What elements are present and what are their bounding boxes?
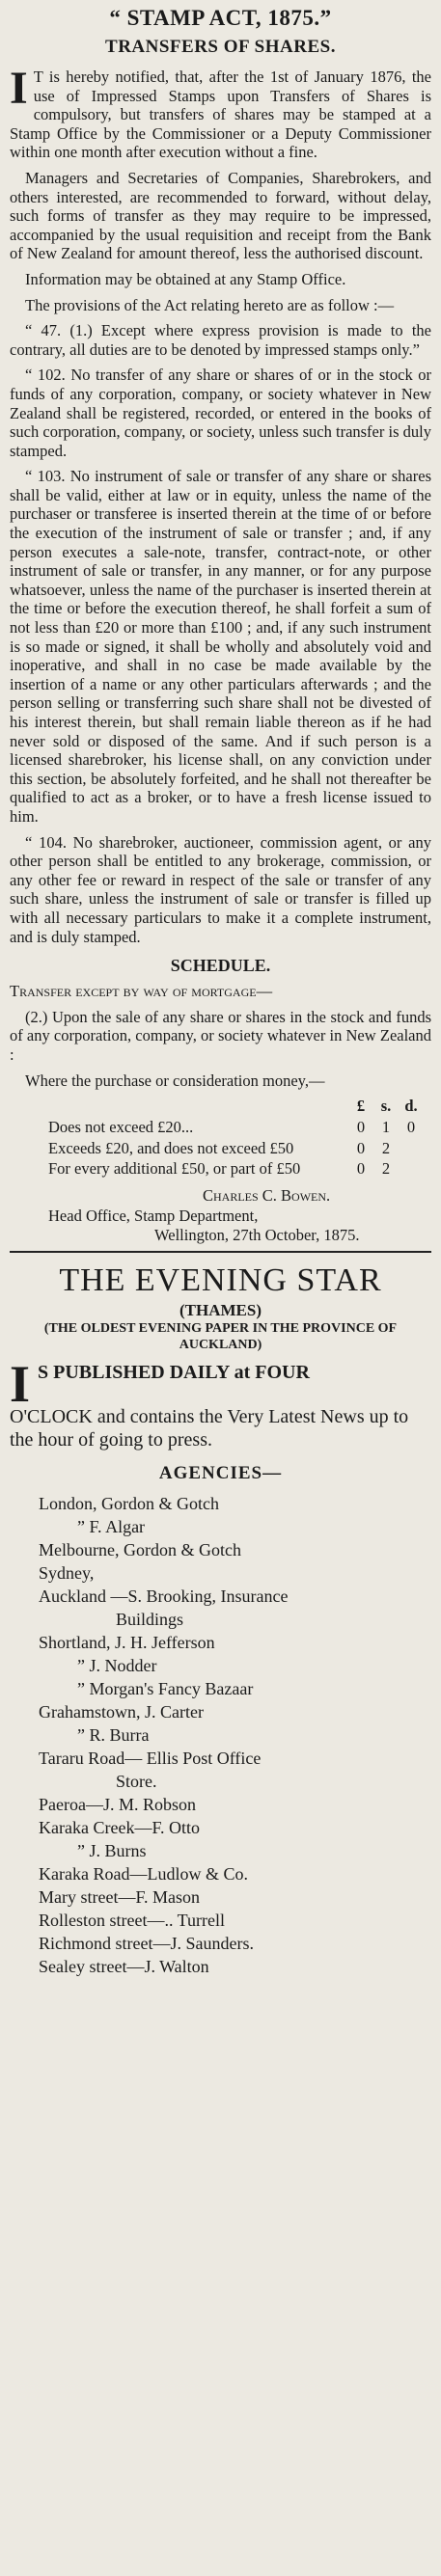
star-title: THE EVENING STAR — [59, 1261, 382, 1298]
agency-line: Rolleston street—.. Turrell — [39, 1910, 225, 1930]
signature-name: Charles C. Bowen. — [203, 1185, 331, 1205]
drop-cap: I — [10, 1354, 31, 1413]
star-thames: (THAMES) — [179, 1300, 262, 1319]
fee-values — [348, 1139, 431, 1158]
agency-line: Auckland —S. Brooking, Insurance — [39, 1586, 289, 1606]
section-104: “ 104. No sharebroker, auctioneer, commission agent, or any other person shall be entitled to any brokerage, commission, or any other fee or reward in respect of the sale or transfer of any such share, unless the instrument of sale or transfer is filled up with all necessary particulars to make it a complete instrument, and is duly stamped. — [10, 832, 431, 946]
section-47: “ 47. (1.) Except where express provision is made to the contrary, all duties are to be denoted by impressed stamps only.” — [10, 321, 431, 359]
fee-shillings: 2 — [381, 1138, 391, 1157]
pounds-header: £ — [356, 1097, 366, 1116]
fee-row — [10, 1118, 431, 1137]
section-102: “ 102. No transfer of any share or shares of or in the stock or funds of any corporation, company, or society whatever in New Zealand shall be registered, recorded, or entered in the books of such corporation, company, or society, unless such transfer is duly stamped. — [10, 366, 431, 460]
fee-label: Does not exceed £20... — [48, 1118, 194, 1137]
agency-line: Paeroa—J. M. Robson — [39, 1794, 196, 1814]
notice-date: Wellington, 27th October, 1875. — [154, 1226, 360, 1245]
schedule-body — [10, 982, 431, 1090]
fee-pence: 0 — [406, 1118, 416, 1137]
fee-row — [10, 1139, 431, 1158]
agency-line: London, Gordon & Gotch — [39, 1493, 219, 1513]
fee-values — [348, 1118, 431, 1137]
fee-label: Exceeds £20, and does not exceed £50 — [48, 1138, 294, 1157]
drop-cap: I — [10, 63, 28, 114]
agencies-title: AGENCIES— — [158, 1462, 283, 1483]
agency-line: ” F. Algar — [77, 1516, 146, 1536]
schedule-line-2: (2.) Upon the sale of any share or shares in the stock and funds of any corporation, company, or society whatever in New Zealand : — [10, 1007, 431, 1064]
agency-line: ” R. Burra — [77, 1724, 150, 1745]
fee-shillings: 2 — [381, 1159, 391, 1179]
section-divider — [10, 1251, 431, 1253]
agency-line: Karaka Road—Ludlow & Co. — [39, 1863, 248, 1884]
notice-paragraph-1 — [10, 63, 431, 162]
section-103: “ 103. No instrument of sale or transfer of any share or shares shall be valid, either at law or in equity, unless the name of the purchaser or transferee is inserted therein at the time of or before the execution of the instrument of sale or transfer ; and, if any person executes a sale-note, transfer, contract-note, or other instrument of sale or transfer, in any manner, or for any purpose whatsoever, unless the name of the purchaser is inserted therein at the time or before the execution thereof, he shall forfeit a sum of not less than £20 or more than £100 ; and, if any such instrument is so made or signed, it shall be wholly and absolutely void and inoperative, and shall in no case be made available by the insertion of a name or any other particulars afterwards ; and the person selling or transferring such share shall not be divested of his interest therein, but shall remain liable thereon as if he had never sold or disposed of the same. And if such person is a licensed sharebroker, his license shall, on any conviction under this section, be absolutely forfeited, and he shall not thereafter be qualified to act as a broker, or to have a fresh license issued to him. — [10, 467, 431, 826]
notice-paragraph-4: The provisions of the Act relating hereto are as follow :— — [25, 295, 395, 314]
signature-office: Head Office, Stamp Department, — [48, 1207, 259, 1226]
agencies-list — [10, 1492, 431, 1978]
notice-subtitle: TRANSFERS OF SHARES. — [105, 37, 336, 57]
agency-line: Sealey street—J. Walton — [39, 1956, 209, 1976]
agency-line: Tararu Road— Ellis Post Office — [39, 1748, 262, 1768]
agency-line: Mary street—F. Mason — [39, 1886, 201, 1907]
agency-line: Shortland, J. H. Jefferson — [39, 1632, 215, 1652]
shillings-header: s. — [380, 1097, 392, 1116]
agency-line: Melbourne, Gordon & Gotch — [39, 1539, 241, 1559]
agency-line: Karaka Creek—F. Otto — [39, 1817, 201, 1837]
fee-label: For every additional £50, or part of £50 — [48, 1159, 301, 1179]
agency-line: Grahamstown, J. Carter — [39, 1701, 204, 1722]
agency-line: ” J. Nodder — [77, 1655, 157, 1675]
fee-pounds: 0 — [356, 1118, 366, 1137]
fee-row — [10, 1159, 431, 1179]
publication-line-2: O'CLOCK and contains the Very Latest News up to the hour of going to press. — [10, 1405, 409, 1451]
publication-line-1: S PUBLISHED DAILY at FOUR — [38, 1361, 310, 1383]
fee-pounds: 0 — [356, 1138, 366, 1157]
agency-line: ” Morgan's Fancy Bazaar — [77, 1678, 254, 1698]
agency-line: Sydney, — [39, 1562, 95, 1583]
star-subtitle: (THE OLDEST EVENING PAPER IN THE PROVINCE OF AUCKLAND) — [43, 1320, 398, 1352]
agency-line: ” J. Burns — [77, 1840, 147, 1860]
pence-header: d. — [404, 1097, 418, 1116]
fee-header — [10, 1097, 431, 1116]
fee-table — [10, 1118, 431, 1179]
agency-line: Store. — [116, 1771, 157, 1791]
agency-line: Buildings — [116, 1609, 184, 1629]
star-publication-notice — [10, 1354, 431, 1451]
fee-pounds: 0 — [356, 1159, 366, 1179]
notice-paragraph-2: Managers and Secretaries of Companies, Sharebrokers, and others interested, are recommended to forward, without delay, such forms of transfer as they may require to be impressed, accompanied by the usual requisition and receipt from the Bank of New Zealand for amount thereof, less the authorised discount. — [10, 168, 431, 263]
fee-values — [348, 1159, 431, 1179]
schedule-title: SCHEDULE. — [170, 956, 271, 976]
fee-pence — [399, 1159, 424, 1179]
notice-paragraph-3: Information may be obtained at any Stamp Office. — [25, 269, 346, 288]
fee-pence — [399, 1139, 424, 1158]
schedule-line-1: Transfer except by way of mortgage— — [10, 982, 273, 1001]
fee-shillings: 1 — [381, 1118, 391, 1137]
paragraph-text: T is hereby notified, that, after the 1st of January 1876, the use of Impressed Stamps upon Transfers of Shares is compulsory, but transfers of shares may be stamped at a Stamp Office by the Commissioner or a Deputy Commissioner within one month after execution without a fine. — [10, 68, 431, 162]
notice-body — [10, 63, 431, 946]
schedule-line-3: Where the purchase or consideration money,— — [25, 1071, 325, 1090]
notice-title: “ STAMP ACT, 1875.” — [109, 6, 332, 30]
agency-line: Richmond street—J. Saunders. — [39, 1933, 254, 1953]
